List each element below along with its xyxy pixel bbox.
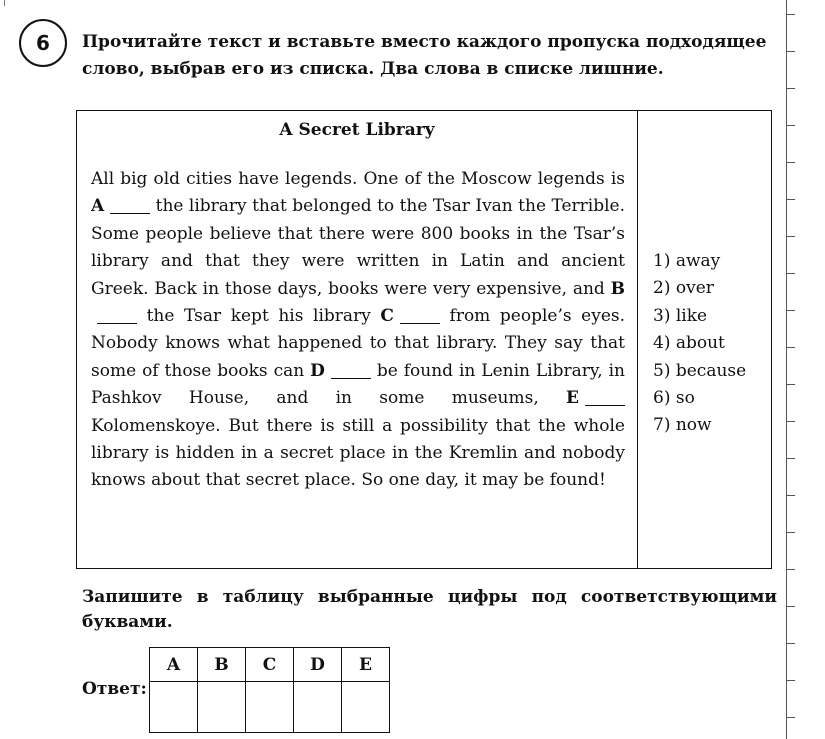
- ruler-tick: [786, 14, 795, 15]
- passage-segment-2: the library that belonged to the Tsar Ivan the Terrible. Some people believe that there were 800 books in the Tsar’s library and that they were written in Latin and ancient Greek. Back in those days, books were very expensive, and: [91, 196, 626, 299]
- passage-segment-6: Kolomenskoye. But there is still a possibility that the whole library is hidden in a secret place in the Kremlin and nobody knows about that secret place. So one day, it may be found!: [91, 415, 625, 491]
- passage-segment-4: from people’s eyes. Nobody knows what happened to that library. They say that some of those books can: [91, 306, 626, 381]
- gap-blank-c: [400, 306, 440, 324]
- ruler-tick: [786, 421, 795, 422]
- answer-cell-a[interactable]: [150, 682, 198, 733]
- passage-segment-1: All big old cities have legends. One of the Moscow legends is: [91, 169, 625, 189]
- gap-blank-a: [110, 196, 150, 214]
- word-option: 6) so: [653, 388, 695, 409]
- word-option: 4) about: [653, 333, 725, 354]
- ruler-tick: [786, 310, 795, 311]
- box-divider: [637, 111, 638, 568]
- passage-box: [76, 110, 772, 569]
- answer-cell-e[interactable]: [342, 682, 390, 733]
- answer-column-b: B: [198, 648, 246, 682]
- word-option: 7) now: [653, 415, 712, 436]
- word-option: 1) away: [653, 251, 721, 271]
- gap-letter-e: E: [566, 388, 579, 409]
- ruler-tick: [786, 384, 795, 385]
- ruler-tick: [786, 532, 795, 533]
- passage-text: [91, 166, 625, 495]
- answer-column-c: C: [246, 648, 294, 682]
- ruler-tick: [786, 236, 795, 237]
- ruler-tick: [786, 717, 795, 718]
- page-edge-ruler: [786, 0, 787, 739]
- task-number-badge: [19, 19, 67, 67]
- answer-cell-c[interactable]: [246, 682, 294, 733]
- corner-mark: [4, 0, 5, 6]
- passage-segment-3: the Tsar kept his library: [146, 306, 371, 327]
- word-option: 5) because: [653, 360, 747, 381]
- passage-title: A Secret Library: [279, 120, 435, 140]
- task-instruction: Прочитайте текст и вставьте вместо каждого пропуска подходящее слово, выбрав его из списка. Два слова в списке лишние.: [82, 32, 767, 79]
- answer-header-row: [150, 648, 390, 682]
- answer-input-row: [150, 682, 390, 733]
- ruler-tick: [786, 458, 795, 459]
- answer-column-d: D: [294, 648, 342, 682]
- gap-letter-a: A: [91, 196, 105, 217]
- word-option: 2) over: [653, 278, 714, 299]
- answer-label: Ответ:: [82, 679, 147, 699]
- task-number: 6: [36, 31, 50, 55]
- answer-cell-d[interactable]: [294, 682, 342, 733]
- gap-letter-d: D: [310, 360, 325, 381]
- gap-letter-b: B: [610, 278, 626, 299]
- word-option: 3) like: [653, 305, 708, 326]
- answer-column-e: E: [342, 648, 390, 682]
- gap-blank-d: [331, 361, 371, 379]
- answer-instruction: Запишите в таблицу выбранные цифры под соответствующими буквами.: [82, 587, 777, 632]
- ruler-tick: [786, 88, 795, 89]
- ruler-tick: [786, 347, 795, 348]
- gap-blank-b: [97, 306, 137, 324]
- ruler-tick: [786, 125, 795, 126]
- answer-table: [149, 647, 390, 733]
- ruler-tick: [786, 273, 795, 274]
- ruler-tick: [786, 51, 795, 52]
- answer-cell-b[interactable]: [198, 682, 246, 733]
- gap-letter-c: C: [380, 306, 394, 327]
- word-options-list: [653, 248, 746, 440]
- gap-blank-e: [585, 388, 625, 406]
- ruler-tick: [786, 680, 795, 681]
- ruler-tick: [786, 162, 795, 163]
- ruler-tick: [786, 199, 795, 200]
- passage-segment-5: be found in Lenin Library, in Pashkov House, and in some museums,: [91, 360, 626, 409]
- ruler-tick: [786, 606, 795, 607]
- ruler-tick: [786, 643, 795, 644]
- ruler-tick: [786, 495, 795, 496]
- answer-column-a: A: [150, 648, 198, 682]
- ruler-tick: [786, 569, 795, 570]
